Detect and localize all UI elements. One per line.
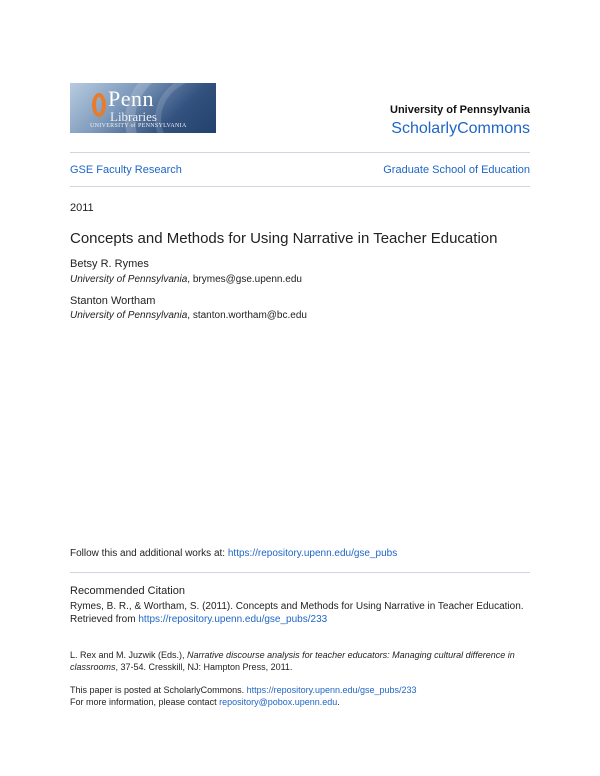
follow-link[interactable]: https://repository.upenn.edu/gse_pubs (227, 548, 398, 559)
recommended-citation-heading: Recommended Citation (70, 585, 185, 597)
author-email[interactable]: brymes@gse.upenn.edu (192, 274, 302, 285)
affiliation-name: University of Pennsylvania (70, 274, 188, 285)
follow-line (70, 548, 397, 559)
logo-ring-icon (92, 93, 106, 117)
source-note (70, 650, 540, 673)
citation-link[interactable]: https://repository.upenn.edu/gse_pubs/233 (138, 614, 328, 625)
divider-nav (70, 186, 530, 187)
author-affiliation (70, 310, 307, 321)
source-prefix: L. Rex and M. Juzwik (Eds.), (70, 650, 188, 660)
posted-note (70, 685, 540, 708)
source-suffix: , 37-54. Cresskill, NJ: Hampton Press, 2011. (115, 661, 293, 672)
affiliation-separator: , (187, 274, 193, 285)
institution-name: University of Pennsylvania (390, 104, 530, 116)
posted-text: This paper is posted at ScholarlyCommons. (70, 685, 247, 695)
logo-brand: Penn (108, 86, 154, 111)
author-affiliation (70, 274, 302, 285)
logo-tagline: UNIVERSITY of PENNSYLVANIA (90, 123, 187, 129)
author-name: Betsy R. Rymes (70, 258, 149, 270)
gse-faculty-research-link[interactable]: GSE Faculty Research (70, 164, 182, 176)
affiliation-separator: , (187, 310, 193, 321)
follow-text: Follow this and additional works at: (70, 548, 228, 559)
contact-email-link[interactable]: repository@pobox.upenn.edu (219, 696, 338, 707)
penn-libraries-logo (70, 83, 216, 133)
author-name: Stanton Wortham (70, 295, 156, 307)
contact-period: . (337, 696, 340, 707)
publication-year: 2011 (70, 202, 94, 214)
repository-name[interactable]: ScholarlyCommons (391, 120, 530, 137)
affiliation-name: University of Pennsylvania (70, 310, 188, 321)
recommended-citation (70, 600, 540, 626)
divider-top (70, 152, 530, 153)
citation-text: Rymes, B. R., & Wortham, S. (2011). Concepts and Methods for Using Narrative in Teacher Education. (70, 601, 524, 612)
posted-link[interactable]: https://repository.upenn.edu/gse_pubs/233 (246, 685, 417, 695)
logo-sub: Libraries (110, 109, 157, 124)
divider-citation (70, 572, 530, 573)
contact-text: For more information, please contact (70, 696, 220, 707)
retrieved-label: Retrieved from (70, 614, 139, 625)
document-title: Concepts and Methods for Using Narrative in Teacher Education (70, 230, 498, 247)
author-email[interactable]: stanton.wortham@bc.edu (192, 310, 307, 321)
source-book-title: Narrative discourse analysis for teacher educators: Managing cultural difference in classrooms (70, 650, 515, 672)
graduate-school-link[interactable]: Graduate School of Education (383, 164, 530, 176)
